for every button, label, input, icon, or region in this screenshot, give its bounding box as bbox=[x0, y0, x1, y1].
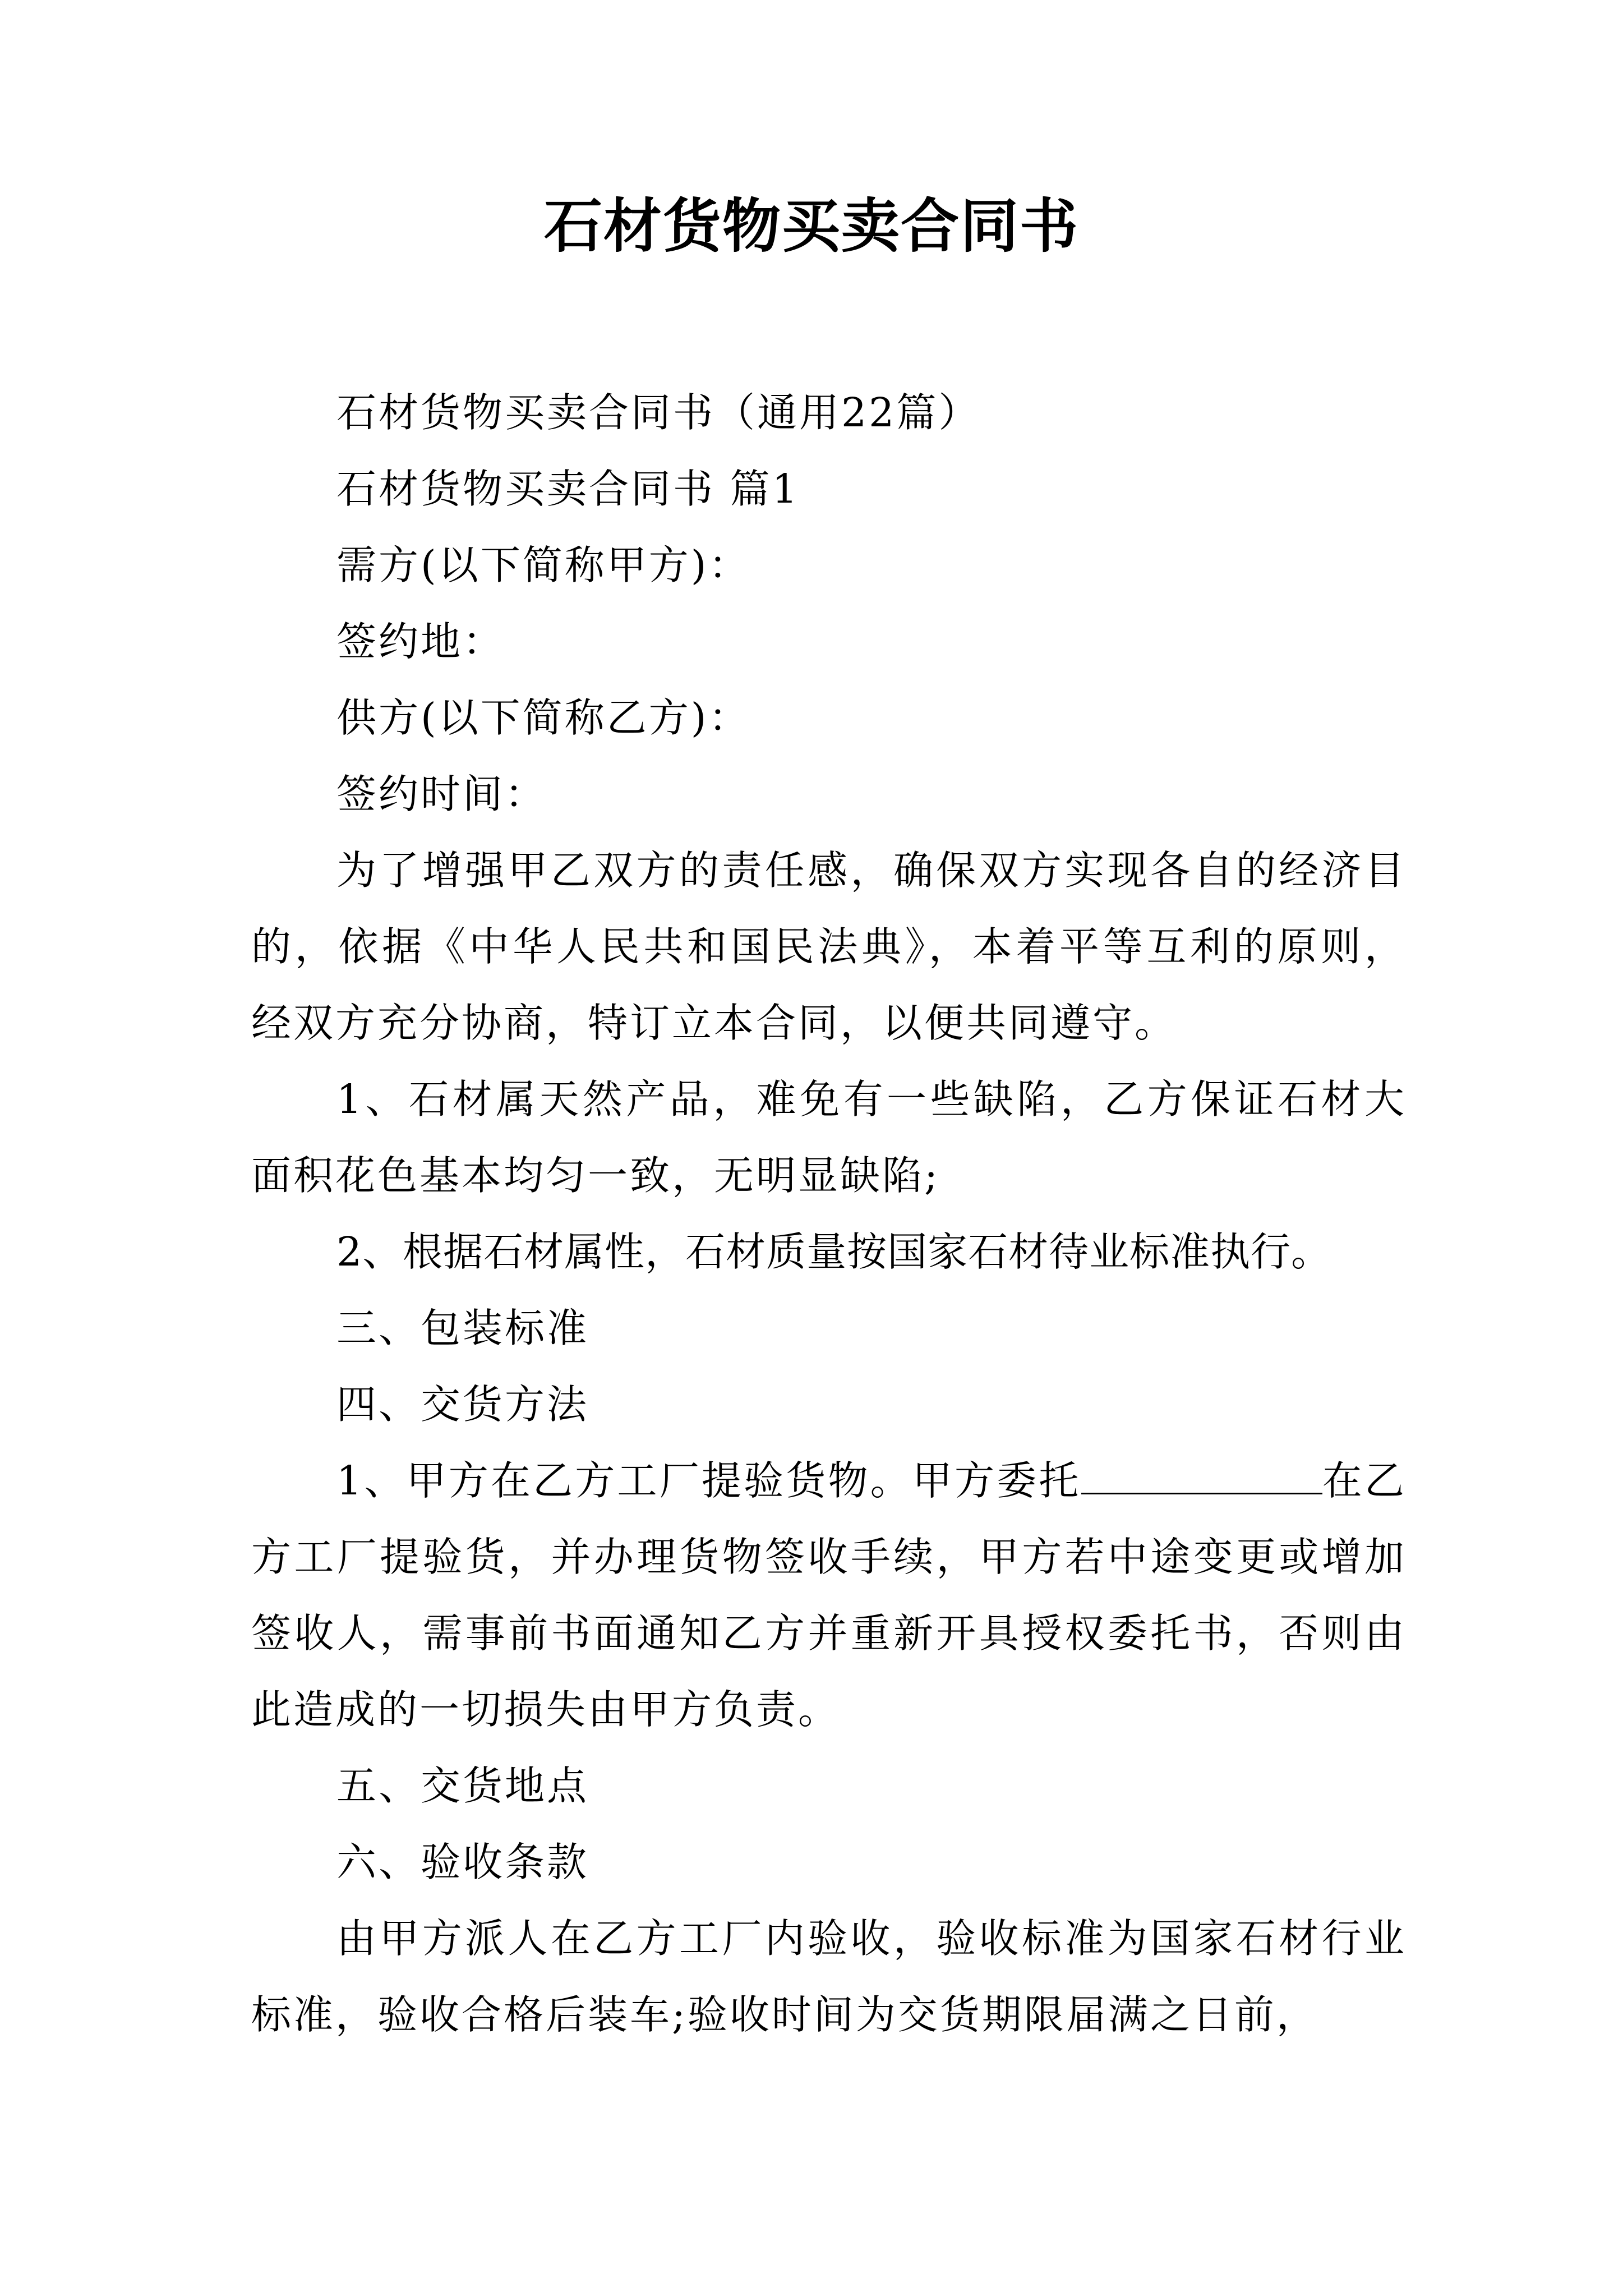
delivery-item-1-end: 在乙方工厂提验货，并办理货物签收手续，甲方若中途变更或增加签收人，需事前书面通知乙方并重新开具授权委托书，否则由此造成的一切损失由甲方负责。 bbox=[251, 1457, 1407, 1733]
signing-time-line: 签约时间： bbox=[336, 771, 547, 817]
heading-delivery-place: 五、交货地点 bbox=[336, 1763, 589, 1809]
section-heading: 石材货物买卖合同书 篇1 bbox=[336, 466, 800, 512]
heading-packaging: 三、包装标准 bbox=[336, 1305, 589, 1351]
party-a-line: 需方(以下简称甲方)： bbox=[336, 542, 751, 588]
heading-delivery-method: 四、交货方法 bbox=[336, 1381, 589, 1428]
heading-acceptance: 六、验收条款 bbox=[336, 1839, 589, 1885]
signing-place-line: 签约地： bbox=[336, 618, 505, 665]
document-subtitle: 石材货物买卖合同书（通用22篇） bbox=[336, 389, 981, 436]
party-b-line: 供方(以下简称乙方)： bbox=[336, 694, 751, 741]
quality-item-1: 1、石材属天然产品，难免有一些缺陷，乙方保证石材大面积花色基本均匀一致，无明显缺陷; bbox=[251, 1076, 1407, 1199]
delivery-item-1 bbox=[251, 1443, 1407, 1748]
intro-paragraph: 为了增强甲乙双方的责任感，确保双方实现各自的经济目的，依据《中华人民共和国民法典》，本着平等互利的原则，经双方充分协商，特订立本合同，以便共同遵守。 bbox=[251, 847, 1407, 1046]
delegate-blank-line bbox=[1081, 1459, 1322, 1494]
quality-item-2: 2、根据石材属性，石材质量按国家石材待业标准执行。 bbox=[336, 1228, 1332, 1275]
acceptance-paragraph: 由甲方派人在乙方工厂内验收，验收标准为国家石材行业标准，验收合格后装车;验收时间为交货期限届满之日前， bbox=[251, 1915, 1407, 2038]
document-title: 石材货物买卖合同书 bbox=[543, 191, 1079, 260]
delivery-item-1-start: 1、甲方在乙方工厂提验货物。甲方委托 bbox=[336, 1457, 1081, 1504]
document-body bbox=[251, 375, 1407, 2053]
